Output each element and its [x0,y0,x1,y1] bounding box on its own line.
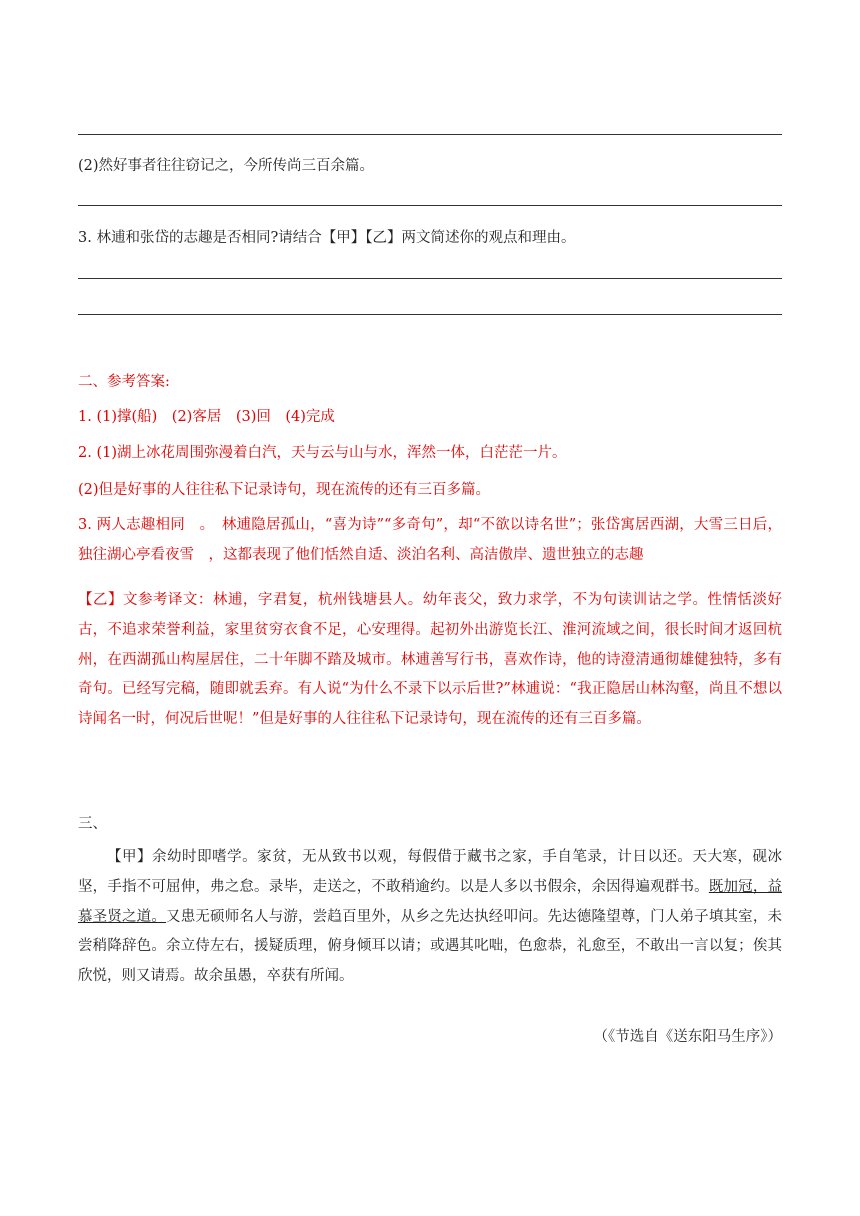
answer-2-part-2: (2)但是好事的人往往私下记录诗句，现在流传的还有三百多篇。 [78,482,491,498]
answers-heading: 二、参考答案: [78,374,170,390]
answer-line [78,314,782,315]
passage-text: 【甲】余幼时即嗜学。家贫，无从致书以观，每假借于藏书之家，手自笔录，计日以还。天大寒，砚冰坚，手指不可屈伸，弗之怠。录毕，走送之，不敢稍逾约。以是人多以书假余，余因得遍观群书。 [78,849,782,895]
underlined-sentence: 既加冠，益慕圣贤之道。 [78,878,783,925]
answer-2-part-1: 2. (1)湖上冰花周围弥漫着白汽，天与云与山与水，浑然一体，白茫茫一片。 [78,445,567,461]
question-2-sub-2: (2)然好事者往往窃记之，今所传尚三百余篇。 [78,158,375,174]
answer-line [78,205,782,206]
source-citation: （《节选自《送东阳马生序》） [593,1029,782,1045]
answer-line [78,134,782,135]
answer-line [78,278,782,279]
section-3-heading: 三、 [78,816,107,832]
translation-paragraph: 【乙】文参考译文：林逋，字君复，杭州钱塘县人。幼年丧父，致力求学，不为句读训诂之学。性情恬淡好古，不追求荣誉利益，家里贫穷衣食不足，心安理得。起初外出游览长江、淮河流域之间，很长时间才返回杭州，在西湖孤山构屋居住，二十年脚不踏及城市。林逋善写行书，喜欢作诗，他的诗澄清通彻雄健独特，多有奇句。已经写完稿，随即就丢弃。有人说“为什么不录下以示后世?”林逋说：“我正隐居山林沟壑，尚且不想以诗闻名一时，何况后世呢！”但是好事的人往往私下记录诗句，现在流传的还有三百多篇。 [78,592,782,728]
classical-passage [78,843,782,992]
answer-1: 1. (1)撑(船) (2)客居 (3)回 (4)完成 [78,409,335,425]
question-3: 3. 林逋和张岱的志趣是否相同?请结合【甲】【乙】两文简述你的观点和理由。 [78,230,576,246]
answer-3: 3. 两人志趣相同 。 林逋隐居孤山，“喜为诗”“多奇句”，却“不欲以诗名世”；张岱寓居西湖，大雪三日后，独往湖心亭看夜雪 ，这都表现了他们恬然自适、淡泊名利、高洁傲岸、遗世独立的志趣 [78,517,782,563]
passage-text: 又患无硕师名人与游，尝趋百里外，从乡之先达执经叩问。先达德隆望尊，门人弟子填其室，未尝稍降辞色。余立侍左右，援疑质理，俯身倾耳以请；或遇其叱咄，色愈恭，礼愈至，不敢出一言以复；俟其欣悦，则又请焉。故余虽愚，卒获有所闻。 [78,908,783,985]
